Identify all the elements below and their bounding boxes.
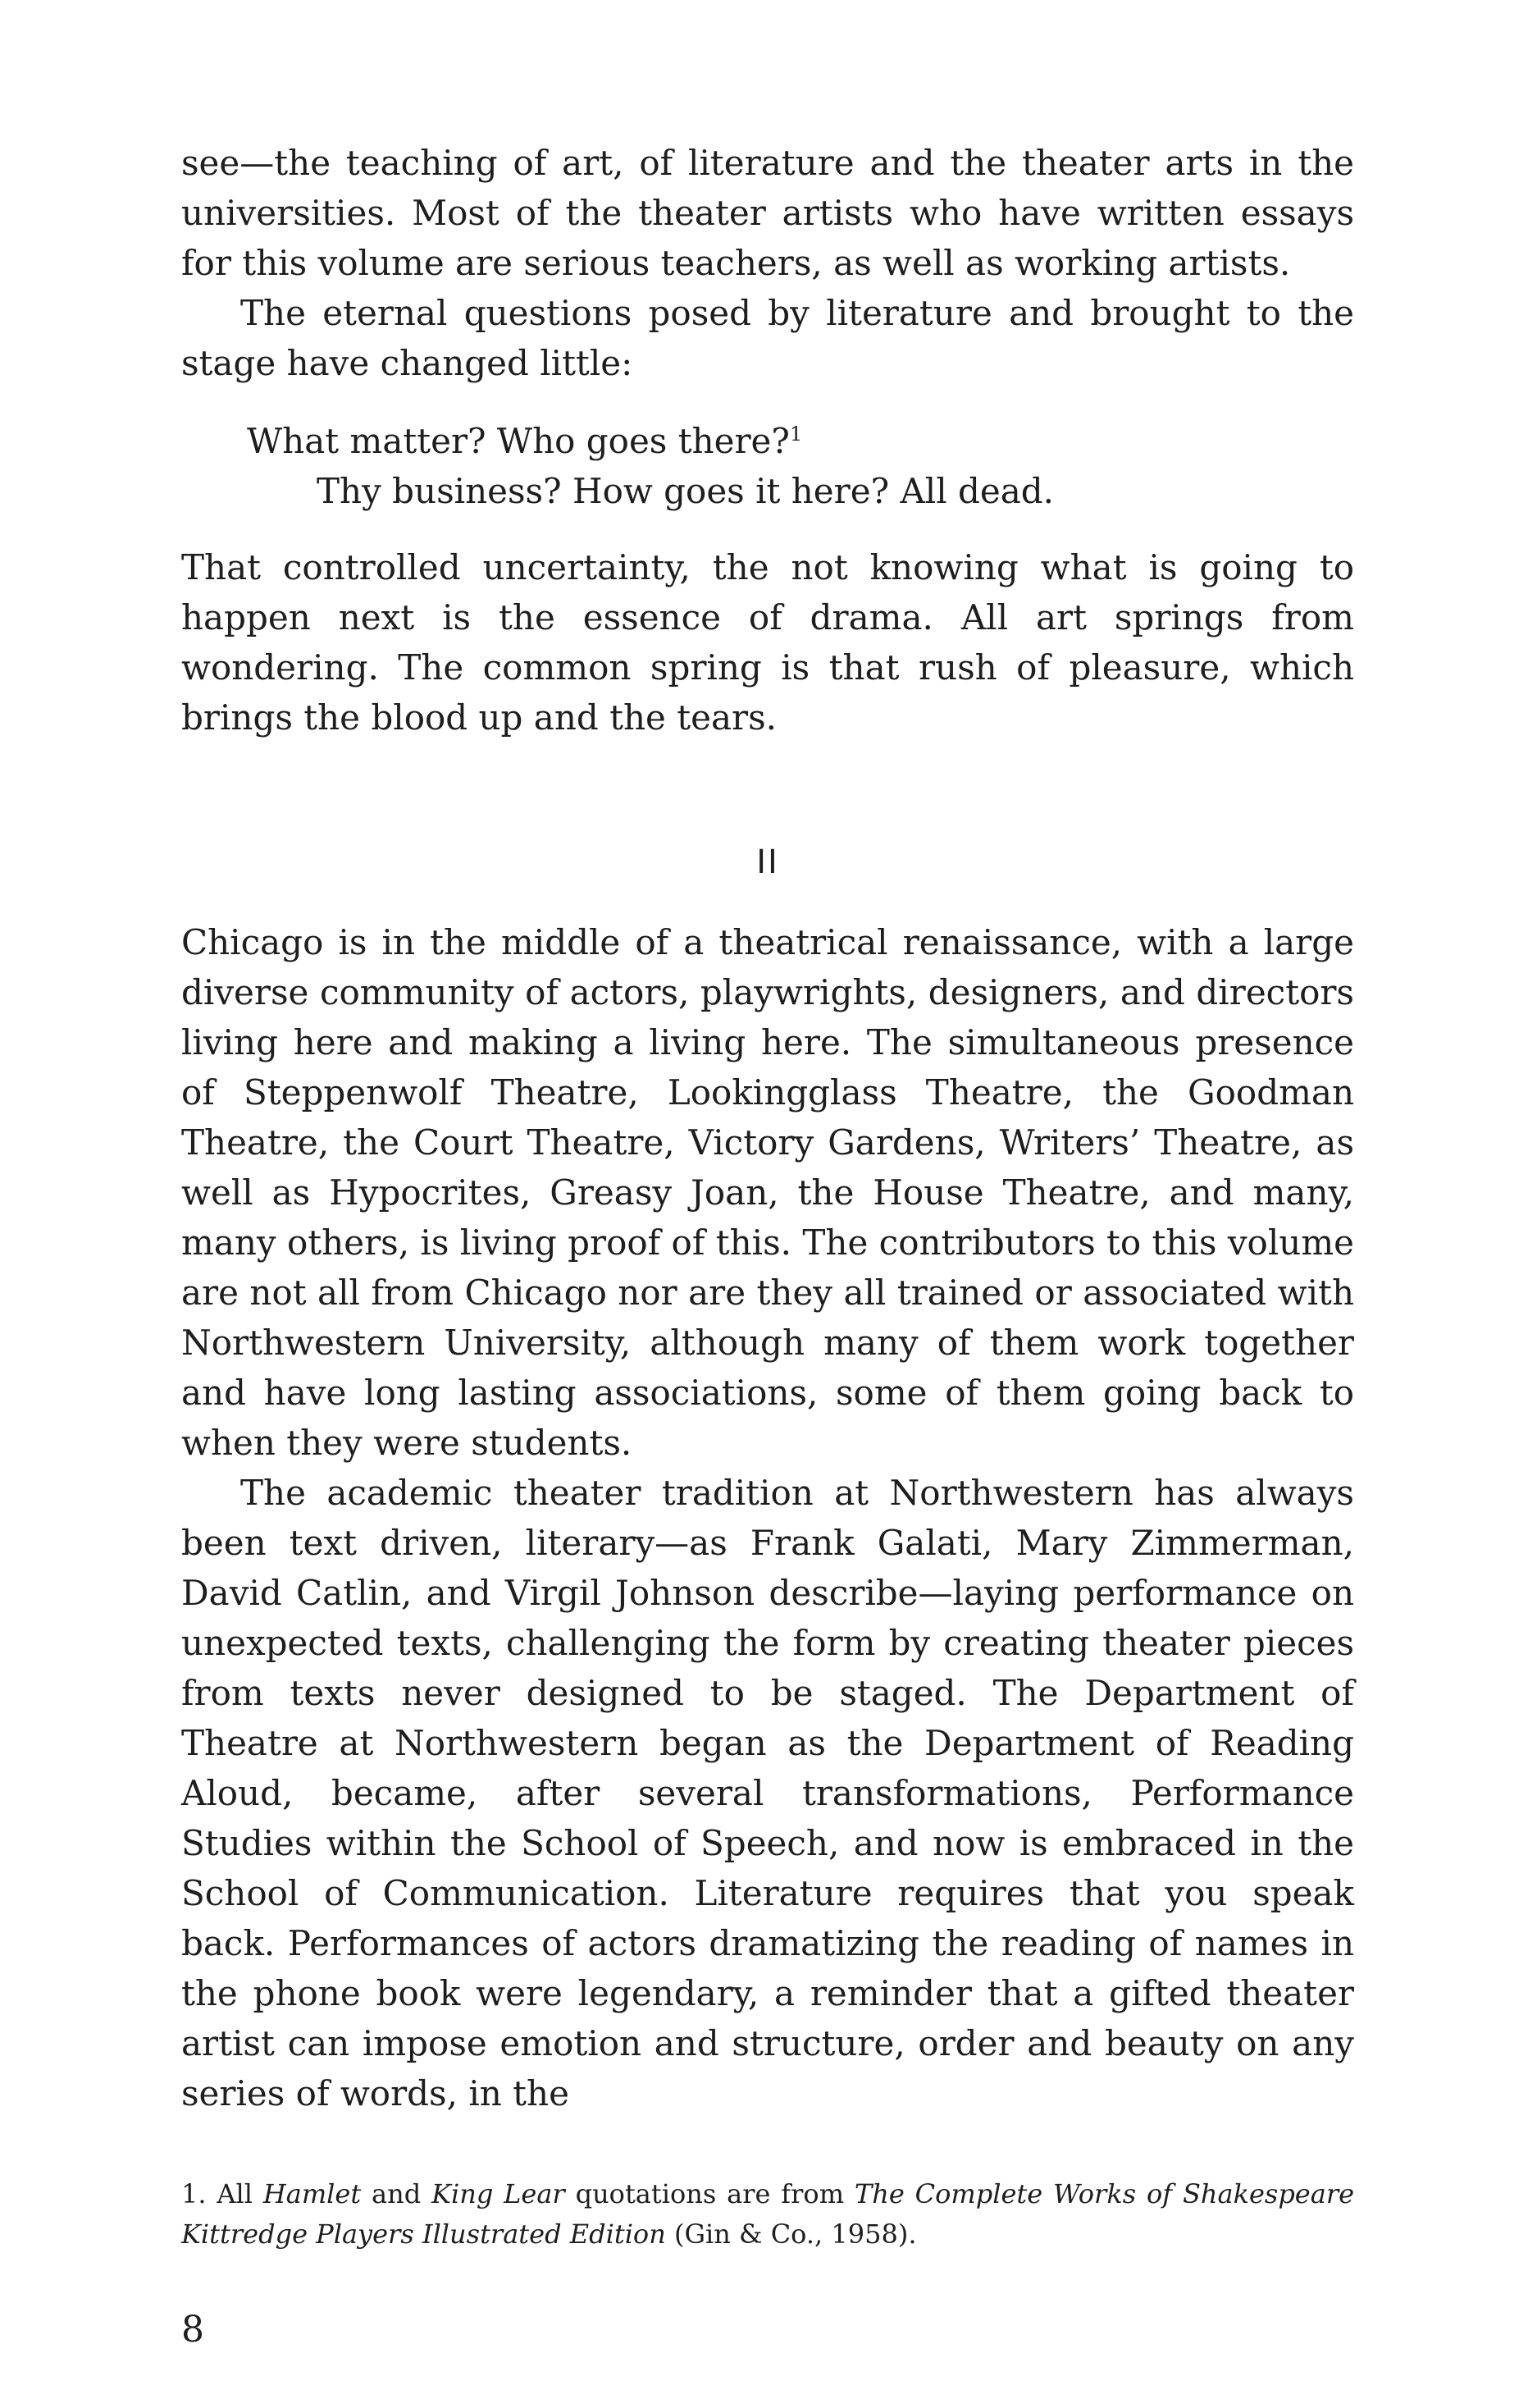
body-paragraph: The academic theater tradition at Northwestern has always been text driven, literary—as Frank Galati, Mary Zimmerman, David Catlin, and Virgil Johnson describe—laying performance on unexpected texts, challenging the form by creating theater pieces from texts never designed to be staged. The Department of Theatre at Northwestern began as the Department of Reading Aloud, became, after several transformations, Performance Studies within the School of Speech, and now is embraced in the School of Communication. Literature requires that you speak back. Performances of actors dramatizing the reading of names in the phone book were legendary, a reminder that a gifted theater artist can impose emotion and structure, order and beauty on any series of words, in the <box>181 1473 1354 2113</box>
body-paragraph: Chicago is in the middle of a theatrical renaissance, with a large diverse community of actors, playwrights, designers, and directors living here and making a living here. The simultaneous presence of Steppenwolf Theatre, Lookingglass Theatre, the Goodman Theatre, the Court Theatre, Victory Gardens, Writers’ Theatre, as well as Hypocrites, Greasy Joan, the House Theatre, and many, many others, is living proof of this. The contributors to this volume are not all from Chicago nor are they all trained or associated with Northwestern University, although many of them work together and have long lasting associations, some of them going back to when they were students. <box>181 922 1354 1463</box>
page-number: 8 <box>181 2309 204 2351</box>
footnote: 1. All Hamlet and King Lear quotations are from The Complete Works of Shakespeare Kittredge Players Illustrated Edition (Gin & Co., 1958). <box>181 2178 1355 2250</box>
body-paragraph: That controlled uncertainty, the not knowing what is going to happen next is the essence of drama. All art springs from wondering. The common spring is that rush of pleasure, which brings the blood up and the tears. <box>181 547 1354 738</box>
verse-line: Thy business? How goes it here? All dead. <box>317 471 1055 511</box>
body-paragraph: see—the teaching of art, of literature and the theater arts in the universities. Most of the theater artists who have written essays for this volume are serious teachers, as well as working artists. <box>181 143 1354 283</box>
verse-line: What matter? Who goes there?$^1$ <box>247 421 803 461</box>
body-paragraph: The eternal questions posed by literature and brought to the stage have changed little: <box>181 293 1354 383</box>
footnote-marker: 1 <box>789 423 803 446</box>
section-heading: II <box>756 843 779 881</box>
verse-quotation <box>247 416 1354 516</box>
book-page <box>181 138 1354 2355</box>
